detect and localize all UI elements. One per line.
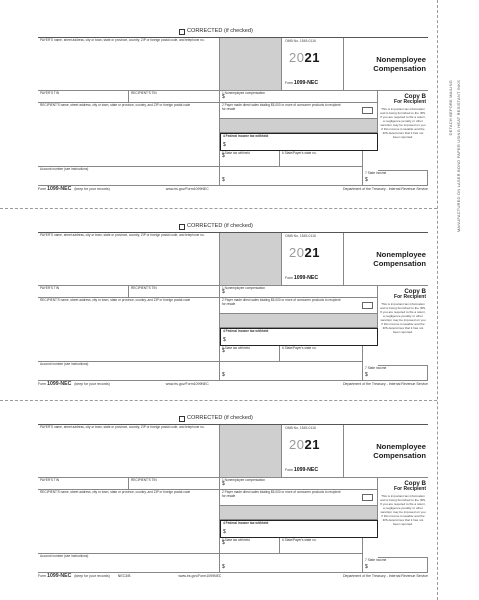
footer-keep: (keep for your records) — [74, 382, 110, 387]
dollar-sign: $ — [223, 529, 226, 536]
footer-department: Department of the Treasury - Internal Revenue Service — [342, 187, 428, 192]
form-number-bold: 1099-NEC — [293, 80, 319, 87]
footer-form — [38, 187, 71, 193]
box5-label: 5 State tax withheld — [222, 151, 250, 155]
year-prefix: 20 — [289, 437, 305, 452]
dollar-sign: $ — [365, 372, 368, 379]
box7-field[interactable] — [363, 558, 428, 573]
box6-field[interactable] — [280, 346, 363, 362]
form-title — [344, 38, 428, 91]
tax-year — [289, 438, 320, 453]
box7-field[interactable] — [363, 366, 428, 381]
box7-label: 7 State income — [365, 171, 387, 175]
copy-notice: This is important tax information and is being furnished to the IRS. If you are required to file a return, a negligence penalty or other sanction may be imposed on you if this income is taxable and the IRS determines that it has not been reported. — [380, 301, 426, 334]
corrected-checkbox[interactable] — [179, 416, 185, 422]
omb-number: OMB No. 1545-0116 — [285, 426, 316, 430]
footer-department: Department of the Treasury - Internal Revenue Service — [342, 382, 428, 387]
box2-label: 2 Payer made direct sales totaling $5,000 or more of consumer products to recipient for resale — [222, 298, 341, 306]
dollar-sign: $ — [223, 337, 226, 344]
corrected-checkbox-row[interactable] — [179, 222, 253, 231]
form-number-bold: 1099-NEC — [293, 275, 319, 282]
omb-number: OMB No. 1545-0116 — [285, 39, 316, 43]
box5-field[interactable] — [220, 538, 280, 554]
box3-shaded — [220, 119, 378, 133]
box6-label: 6 State/Payer's state no. — [282, 538, 317, 542]
title-line-2: Compensation — [373, 64, 426, 73]
form-copy-3 — [38, 414, 428, 579]
year-suffix: 21 — [304, 437, 320, 452]
dollar-sign: $ — [222, 481, 225, 488]
corrected-checkbox-row[interactable] — [179, 414, 253, 423]
payer-tin-field[interactable] — [38, 478, 129, 490]
payer-tin-label: PAYER'S TIN — [40, 91, 60, 95]
payer-tin-field[interactable] — [38, 286, 129, 298]
recipient-tin-label: RECIPIENT'S TIN — [131, 478, 157, 482]
footer-form — [38, 574, 71, 580]
copy-subtitle: For Recipient — [394, 294, 426, 301]
footer-form-prefix: Form — [38, 186, 47, 191]
form-number — [285, 81, 318, 87]
box4-field[interactable] — [220, 133, 378, 151]
horizontal-perforation — [0, 208, 437, 209]
dollar-sign: $ — [222, 348, 225, 355]
title-line-1: Nonemployee — [376, 441, 426, 451]
box2-checkbox[interactable] — [362, 494, 373, 501]
account-label: Account number (see instructions) — [40, 362, 89, 366]
shaded-area — [220, 38, 282, 91]
dollar-sign: $ — [222, 177, 225, 184]
payer-name-label: PAYER'S name, street address, city or town, state or province, country, ZIP or foreign postal code, and telephone no. — [40, 233, 205, 237]
recipient-name-field[interactable] — [38, 298, 220, 362]
form-copy-1 — [38, 27, 428, 192]
box2-field — [220, 103, 378, 119]
box4-label: 4 Federal income tax withheld — [223, 134, 269, 138]
box2-field — [220, 490, 378, 506]
account-number-field[interactable] — [38, 362, 220, 381]
dollar-sign: $ — [222, 153, 225, 160]
form-footer — [38, 381, 428, 388]
box5-field[interactable] — [220, 151, 280, 167]
tax-year — [289, 246, 320, 261]
recipient-tin-label: RECIPIENT'S TIN — [131, 91, 157, 95]
copy-title: Copy B — [404, 93, 426, 100]
form-prefix: Form — [285, 468, 293, 473]
box2-checkbox[interactable] — [362, 302, 373, 309]
title-line-1: Nonemployee — [376, 54, 426, 64]
form-grid — [38, 37, 428, 185]
box6-field[interactable] — [280, 538, 363, 554]
copy-b-block — [378, 478, 428, 558]
footer-url: www.irs.gov/Form1099NEC — [165, 187, 209, 192]
dollar-sign: $ — [222, 372, 225, 379]
footer-url: www.irs.gov/Form1099NEC — [178, 574, 222, 579]
dollar-sign: $ — [222, 94, 225, 101]
form-title — [344, 233, 428, 286]
year-suffix: 21 — [304, 245, 320, 260]
box7-field[interactable] — [363, 171, 428, 186]
dollar-sign: $ — [222, 289, 225, 296]
recipient-name-field[interactable] — [38, 490, 220, 554]
recipient-tin-field[interactable] — [129, 478, 220, 490]
recipient-name-label: RECIPIENT'S name, street address, city or town, state or province, country, and ZIP or foreign postal code — [40, 490, 191, 494]
footer-url: www.irs.gov/Form1099NEC — [165, 382, 209, 387]
copy-subtitle: For Recipient — [394, 99, 426, 106]
payer-tin-field[interactable] — [38, 91, 129, 103]
corrected-label: CORRECTED (if checked) — [187, 28, 253, 35]
shaded-area — [220, 425, 282, 478]
state-lines — [220, 362, 363, 381]
copy-title: Copy B — [404, 288, 426, 295]
copy-notice: This is important tax information and is being furnished to the IRS. If you are required to file a return, a negligence penalty or other sanction may be imposed on you if this income is taxable and the IRS determines that it has not been reported. — [380, 493, 426, 526]
side-detach-text: DETACH BEFORE MAILING — [448, 80, 453, 136]
box5-label: 5 State tax withheld — [222, 538, 250, 542]
omb-year-block — [282, 425, 344, 478]
box4-field[interactable] — [220, 520, 378, 538]
account-number-field[interactable] — [38, 554, 220, 573]
form-number-bold: 1099-NEC — [293, 467, 319, 474]
payer-name-field[interactable] — [38, 38, 220, 91]
copy-b-block — [378, 91, 428, 171]
corrected-checkbox-row[interactable] — [179, 27, 253, 36]
payer-name-field[interactable] — [38, 425, 220, 478]
box2-checkbox[interactable] — [362, 107, 373, 114]
recipient-name-label: RECIPIENT'S name, street address, city or town, state or province, country, and ZIP or foreign postal code — [40, 103, 191, 107]
payer-tin-label: PAYER'S TIN — [40, 478, 60, 482]
title-line-2: Compensation — [373, 451, 426, 460]
horizontal-perforation — [0, 400, 437, 401]
recipient-name-field[interactable] — [38, 103, 220, 167]
box1-field[interactable] — [220, 478, 378, 490]
shaded-area — [220, 233, 282, 286]
account-label: Account number (see instructions) — [40, 554, 89, 558]
box4-label: 4 Federal income tax withheld — [223, 329, 269, 333]
box2-label: 2 Payer made direct sales totaling $5,000 or more of consumer products to recipient for resale — [222, 490, 341, 498]
dollar-sign: $ — [222, 540, 225, 547]
dollar-sign: $ — [223, 142, 226, 149]
box3-shaded — [220, 506, 378, 520]
tax-year — [289, 51, 320, 66]
omb-year-block — [282, 233, 344, 286]
form-number — [285, 276, 318, 282]
dollar-sign: $ — [365, 564, 368, 571]
payer-name-label: PAYER'S name, street address, city or town, state or province, country, ZIP or foreign postal code, and telephone no. — [40, 425, 205, 429]
state-lines — [220, 167, 363, 186]
corrected-label: CORRECTED (if checked) — [187, 223, 253, 230]
corrected-label: CORRECTED (if checked) — [187, 415, 253, 422]
form-number — [285, 468, 318, 474]
recipient-tin-label: RECIPIENT'S TIN — [131, 286, 157, 290]
payer-tin-label: PAYER'S TIN — [40, 286, 60, 290]
payer-name-field[interactable] — [38, 233, 220, 286]
side-paper-text: MANUFACTURED ON LASER BOND PAPER USING HEAT RESISTANT INKS — [456, 80, 461, 233]
footer-form-number: 1099-NEC — [47, 380, 72, 387]
year-prefix: 20 — [289, 50, 305, 65]
footer-form-number: 1099-NEC — [47, 185, 72, 192]
footer-department: Department of the Treasury - Internal Revenue Service — [342, 574, 428, 579]
corrected-checkbox[interactable] — [179, 224, 185, 230]
copy-subtitle: For Recipient — [394, 486, 426, 493]
box4-label: 4 Federal income tax withheld — [223, 521, 269, 525]
year-prefix: 20 — [289, 245, 305, 260]
state-lines — [220, 554, 363, 573]
footer-form — [38, 382, 71, 388]
omb-number: OMB No. 1545-0116 — [285, 234, 316, 238]
form-grid — [38, 424, 428, 572]
form-prefix: Form — [285, 276, 293, 281]
form-footer — [38, 186, 428, 193]
dollar-sign: $ — [365, 177, 368, 184]
copy-b-block — [378, 286, 428, 366]
box1-label: 1 Nonemployee compensation — [222, 286, 266, 290]
form-title — [344, 425, 428, 478]
title-line-1: Nonemployee — [376, 249, 426, 259]
box6-label: 6 State/Payer's state no. — [282, 346, 317, 350]
box1-label: 1 Nonemployee compensation — [222, 91, 266, 95]
box1-field[interactable] — [220, 286, 378, 298]
box6-label: 6 State/Payer's state no. — [282, 151, 317, 155]
box7-label: 7 State income — [365, 558, 387, 562]
box7-label: 7 State income — [365, 366, 387, 370]
box6-field[interactable] — [280, 151, 363, 167]
copy-title: Copy B — [404, 480, 426, 487]
payer-name-label: PAYER'S name, street address, city or town, state or province, country, ZIP or foreign postal code, and telephone no. — [40, 38, 205, 42]
box3-shaded — [220, 314, 378, 328]
footer-form-prefix: Form — [38, 381, 47, 386]
corrected-checkbox[interactable] — [179, 29, 185, 35]
side-margin-text — [448, 80, 474, 330]
dollar-sign: $ — [222, 564, 225, 571]
box2-field — [220, 298, 378, 314]
footer-form-number: 1099-NEC — [47, 572, 72, 579]
account-number-field[interactable] — [38, 167, 220, 186]
box1-field[interactable] — [220, 91, 378, 103]
year-suffix: 21 — [304, 50, 320, 65]
footer-form-prefix: Form — [38, 573, 47, 578]
copy-notice: This is important tax information and is being furnished to the IRS. If you are required to file a return, a negligence penalty or other sanction may be imposed on you if this income is taxable and the IRS determines that it has not been reported. — [380, 106, 426, 139]
recipient-tin-field[interactable] — [129, 286, 220, 298]
vertical-perforation — [437, 0, 438, 600]
form-copy-2 — [38, 222, 428, 387]
omb-year-block — [282, 38, 344, 91]
box5-field[interactable] — [220, 346, 280, 362]
box2-label: 2 Payer made direct sales totaling $5,000 or more of consumer products to recipient for resale — [222, 103, 341, 111]
recipient-name-label: RECIPIENT'S name, street address, city or town, state or province, country, and ZIP or foreign postal code — [40, 298, 191, 302]
box4-field[interactable] — [220, 328, 378, 346]
footer-keep: (keep for your records) — [74, 187, 110, 192]
title-line-2: Compensation — [373, 259, 426, 268]
form-prefix: Form — [285, 81, 293, 86]
form-grid — [38, 232, 428, 380]
box1-label: 1 Nonemployee compensation — [222, 478, 266, 482]
form-footer — [38, 573, 428, 580]
recipient-tin-field[interactable] — [129, 91, 220, 103]
footer-keep: (keep for your records) — [74, 574, 110, 579]
footer-catalog: NEC3/B — [117, 574, 131, 579]
account-label: Account number (see instructions) — [40, 167, 89, 171]
box5-label: 5 State tax withheld — [222, 346, 250, 350]
